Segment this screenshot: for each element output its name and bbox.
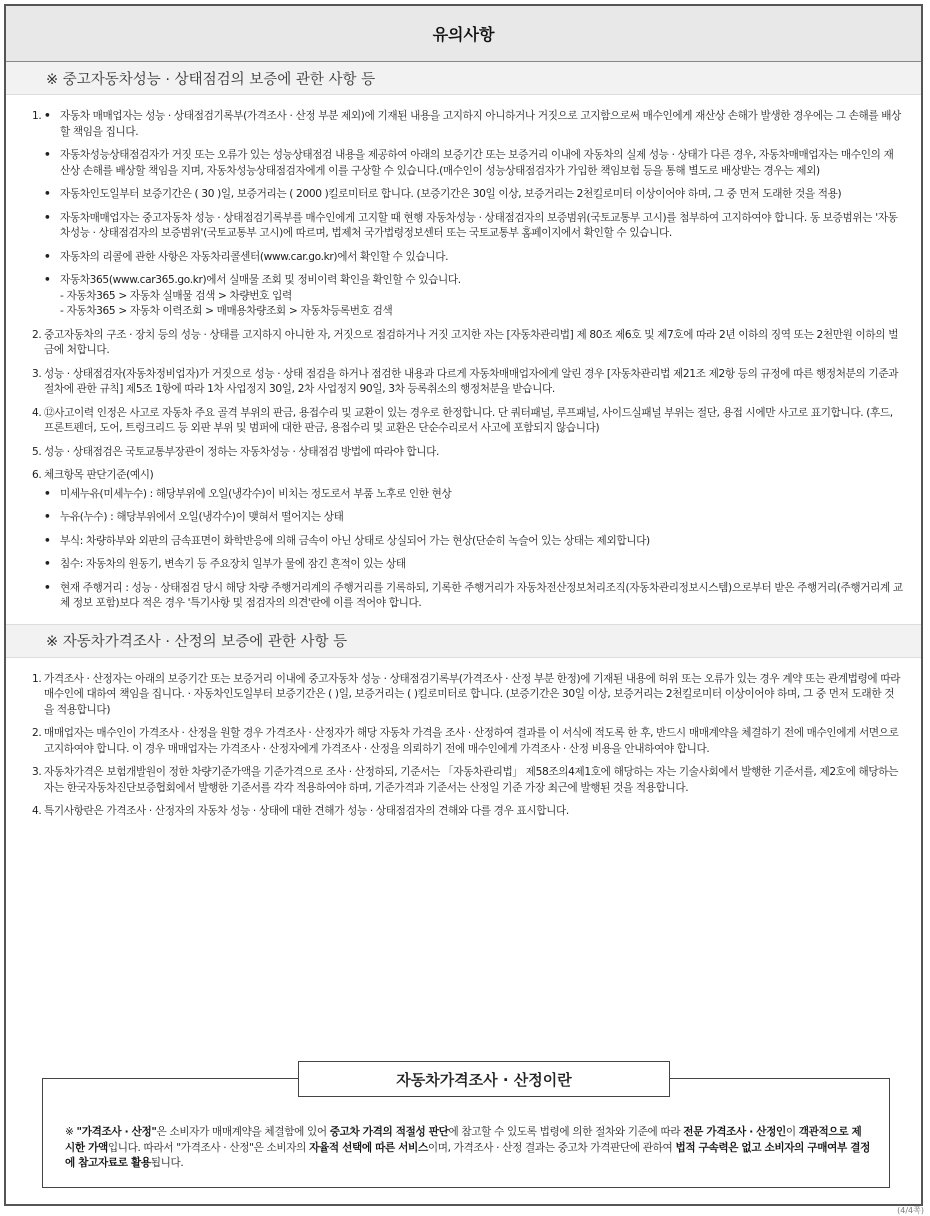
bullet-item bbox=[44, 109, 903, 140]
list-item bbox=[32, 445, 903, 461]
bullet-icon: • bbox=[44, 110, 51, 122]
definition-emphasis: 객관적으로 제시한 가액 bbox=[65, 1126, 862, 1154]
item-text: 매매업자는 매수인이 가격조사 · 산정을 원할 경우 가격조사 · 산정자가 해당 자동차 가격을 조사 · 산정하여 결과를 이 서식에 적도록 한 후, 반드시 매매계약을 체결하기 전에 매수인에게 서면으로 고지하여야 합니다. 이 경우 매매업자는 가격조사 · 산정자에게 가격조사 · 산정을 의뢰하기 전에 매수인에게 가격조사 · 산정 비용을 안내하여야 합니다. bbox=[44, 727, 899, 755]
item-number: 2. bbox=[32, 727, 42, 739]
item-number: 1. bbox=[32, 672, 42, 685]
bullet-item bbox=[44, 534, 903, 550]
section-body-inspection bbox=[6, 95, 921, 612]
definition-text: 입니다. 따라서 "가격조사 · 산정"은 소비자의 bbox=[107, 1141, 310, 1154]
list-item bbox=[32, 765, 903, 796]
bullet-icon: • bbox=[44, 188, 51, 200]
bullet-item bbox=[44, 273, 903, 320]
bullet-item bbox=[44, 510, 903, 526]
item-number: 5. bbox=[32, 445, 42, 458]
list-item bbox=[32, 328, 903, 359]
definition-emphasis: 법적 구속력은 없고 소비자의 구매여부 결정에 참고자료로 활용 bbox=[65, 1141, 871, 1169]
list-item bbox=[32, 406, 903, 437]
bullet-icon: • bbox=[44, 487, 51, 500]
bullet-item bbox=[44, 581, 903, 612]
sub-line: - 자동차365 > 자동차 실매물 검색 > 차량번호 입력 bbox=[60, 289, 292, 302]
page-title: 유의사항 bbox=[6, 6, 921, 62]
item-text: 성능 · 상태점검자(자동차정비업자)가 거짓으로 성능 · 상태 점검을 하거나 점검한 내용과 다르게 자동차매매업자에게 알린 경우 [자동차관리법 제21조 제2항 등의 규정에 따른 행정처분의 기준과 절차에 관한 규칙] 제5조 1항에 따라 1차 사업정지 30일, 2차 사업정지 90일, 3차 등록취소의 행정처분을 받습니다. bbox=[44, 367, 899, 395]
bullet-item bbox=[44, 557, 903, 573]
bullet-item bbox=[44, 187, 903, 203]
bullet-icon: • bbox=[44, 534, 51, 547]
bullet-text: 자동차인도일부터 보증기간은 ( 30 )일, 보증거리는 ( 2000 )킬로미터로 합니다. (보증기간은 30일 이상, 보증거리는 2천킬로미터 이상이어야 하며, 그 중 먼저 도래한 것을 적용) bbox=[60, 188, 842, 200]
definition-text: 됩니다. bbox=[150, 1157, 184, 1169]
item-number: 2. bbox=[32, 328, 42, 341]
definition-emphasis: 전문 가격조사 · 산정인 bbox=[683, 1126, 786, 1138]
bullet-item bbox=[44, 148, 903, 179]
section-body-price bbox=[6, 658, 921, 820]
item-text: ⑫사고이력 인정은 사고로 자동차 주요 골격 부위의 판금, 용접수리 및 교환이 있는 경우로 한정합니다. 단 쿼터패널, 루프패널, 사이드실패널 부위는 절단, 용접 시에만 사고로 표기합니다. (후드, 프론트펜더, 도어, 트렁크리드 등 외판 부위 및 범퍼에 대한 판금, 용접수리 및 교환은 단순수리로서 사고에 포함되지 않습니다) bbox=[44, 406, 893, 434]
definition-emphasis: 중고차 가격의 적절성 판단 bbox=[329, 1126, 449, 1138]
definition-text: 이며, 가격조사 · 산정 결과는 중고차 가격판단에 관하여 bbox=[427, 1141, 676, 1154]
definition-text: 은 소비자가 매매계약을 체결함에 있어 bbox=[156, 1126, 330, 1138]
bullet-text: 현재 주행거리 : 성능 · 상태점검 당시 해당 차량 주행거리계의 주행거리를 기록하되, 기록한 주행거리가 자동차전산정보처리조직(자동차관리정보시스템)으로부터 받은 주행거리(주행거리계 교체 정보 포함)보다 적은 경우 '특기사항 및 점검자의 의견'란에 이를 적어야 합니다. bbox=[60, 581, 903, 609]
notice-frame bbox=[4, 4, 923, 1206]
bullet-text: 부식: 차량하부와 외판의 금속표면이 화학반응에 의해 금속이 아닌 상태로 상실되어 가는 현상(단순히 녹슬어 있는 상태는 제외합니다) bbox=[60, 534, 650, 547]
definition-text: ※ bbox=[65, 1126, 77, 1138]
item-text: 중고자동차의 구조 · 장치 등의 성능 · 상태를 고지하지 아니한 자, 거짓으로 점검하거나 거짓 고지한 자는 [자동차관리법] 제 80조 제6호 및 제7호에 따라 2년 이하의 징역 또는 2천만원 이하의 벌금에 처합니다. bbox=[44, 328, 899, 356]
item-number: 6. bbox=[32, 469, 42, 481]
bullet-text: 자동차 매매업자는 성능 · 상태점검기록부(가격조사 · 산정 부분 제외)에 기재된 내용을 고지하지 아니하거나 거짓으로 고지함으로써 매수인에게 재산상 손해가 발생한 경우에는 그 손해를 배상할 책임을 집니다. bbox=[60, 110, 902, 138]
item-text: 자동차가격은 보험개발원이 정한 차량기준가액을 기준가격으로 조사 · 산정하되, 기준서는 「자동차관리법」 제58조의4제1호에 해당하는 자는 기술사회에서 발행한 기준서를, 제2호에 해당하는 자는 한국자동차진단보증협회에서 발행한 기준서를 각각 적용하여야 하며, 기준가격과 기준서는 산정일 기준 가장 최근에 발행된 것을 적용합니다. bbox=[44, 766, 899, 794]
section-heading-inspection: ※ 중고자동차성능 · 상태점검의 보증에 관한 사항 등 bbox=[6, 62, 921, 95]
list-item bbox=[32, 672, 903, 719]
list-item bbox=[32, 726, 903, 757]
list-item bbox=[32, 367, 903, 398]
bullet-icon: • bbox=[44, 274, 51, 286]
bullet-icon: • bbox=[44, 558, 51, 570]
definition-emphasis: "가격조사 · 산정" bbox=[76, 1126, 157, 1138]
item-number: 1. bbox=[32, 110, 42, 122]
item-number: 3. bbox=[32, 766, 42, 778]
section-heading-price: ※ 자동차가격조사 · 산정의 보증에 관한 사항 등 bbox=[6, 624, 921, 658]
page-number: (4/4쪽) bbox=[897, 1206, 924, 1215]
definition-text: 에 참고할 수 있도록 법령에 의한 절차와 기준에 따라 bbox=[448, 1126, 684, 1138]
bullet-text: 자동차의 리콜에 관한 사항은 자동차리콜센터(www.car.go.kr)에서 확인할 수 있습니다. bbox=[60, 250, 449, 263]
bullet-item bbox=[44, 250, 903, 266]
item-text: 성능 · 상태점검은 국토교통부장관이 정하는 자동차성능 · 상태점검 방법에 따라야 합니다. bbox=[44, 445, 440, 458]
bullet-item bbox=[44, 487, 903, 503]
item-number: 4. bbox=[32, 406, 42, 419]
bullet-icon: • bbox=[44, 511, 51, 523]
item-number: 3. bbox=[32, 367, 42, 380]
list-item bbox=[32, 109, 903, 320]
bullet-text: 자동차365(www.car365.go.kr)에서 실매물 조회 및 정비이력 확인을 확인할 수 있습니다. bbox=[60, 274, 461, 286]
bullet-icon: • bbox=[44, 211, 51, 224]
item-text: 체크항목 판단기준(예시) bbox=[44, 469, 154, 481]
bullet-icon: • bbox=[44, 581, 51, 594]
bullet-text: 누유(누수) : 해당부위에서 오일(냉각수)이 맺혀서 떨어지는 상태 bbox=[60, 511, 344, 523]
definition-box-title: 자동차가격조사 · 산정이란 bbox=[298, 1061, 670, 1097]
bullet-text: 자동차매매업자는 중고자동차 성능 · 상태점검기록부를 매수인에게 고지할 때 현행 자동차성능 · 상태점검자의 보증범위(국토교통부 고시)를 첨부하여 고지하여야 합니다. 동 보증범위는 '자동차성능 · 상태점검자의 보증범위'(국토교통부 고시)에 따르며, 법제처 국가법령정보센터 또는 국토교통부 홈페이지에서 확인할 수 있습니다. bbox=[60, 211, 898, 239]
list-item bbox=[32, 468, 903, 612]
bullet-icon: • bbox=[44, 149, 51, 161]
definition-emphasis: 자율적 선택에 따른 서비스 bbox=[309, 1141, 428, 1154]
sub-line: - 자동차365 > 자동차 이력조회 > 매매용차량조회 > 자동차등록번호 검색 bbox=[60, 305, 393, 317]
item-number: 4. bbox=[32, 805, 42, 817]
item-text: 가격조사 · 산정자는 아래의 보증기간 또는 보증거리 이내에 중고자동차 성능 · 상태점검기록부(가격조사 · 산정 부분 한정)에 기재된 내용에 허위 또는 오류가 있는 경우 계약 또는 관계법령에 따라 매수인에 대하여 책임을 집니다. · 자동차인도일부터 보증기간은 ( )일, 보증거리는 ( )킬로미터로 합니다. (보증기간은 30일 이상, 보증거리는 2천킬로미터 이상이어야 하며, 그 중 먼저 도래한 것을 적용합니다) bbox=[44, 672, 901, 716]
item-text: 특기사항란은 가격조사 · 산정자의 자동차 성능 · 상태에 대한 견해가 성능 · 상태점검자의 견해와 다를 경우 표시합니다. bbox=[44, 805, 569, 817]
bullet-text: 자동차성능상태점검자가 거짓 또는 오류가 있는 성능상태점검 내용을 제공하여 아래의 보증기간 또는 보증거리 이내에 자동차의 실제 성능 · 상태가 다른 경우, 자동차매매업자는 매수인의 재산상 손해를 배상할 책임을 지며, 자동차성능상태점검자에게 이를 구상할 수 있습니다.(매수인이 성능상태점검자가 가입한 책임보험 등을 통해 별도로 배상받는 경우는 제외) bbox=[60, 149, 894, 177]
bullet-text: 미세누유(미세누수) : 해당부위에 오일(냉각수)이 비치는 정도로서 부품 노후로 인한 현상 bbox=[60, 487, 452, 500]
bullet-icon: • bbox=[44, 250, 51, 263]
bullet-text: 침수: 자동차의 원동기, 변속기 등 주요장치 일부가 물에 잠긴 흔적이 있는 상태 bbox=[60, 558, 406, 570]
definition-text: 이 bbox=[785, 1126, 799, 1138]
bullet-item bbox=[44, 211, 903, 242]
list-item bbox=[32, 804, 903, 820]
